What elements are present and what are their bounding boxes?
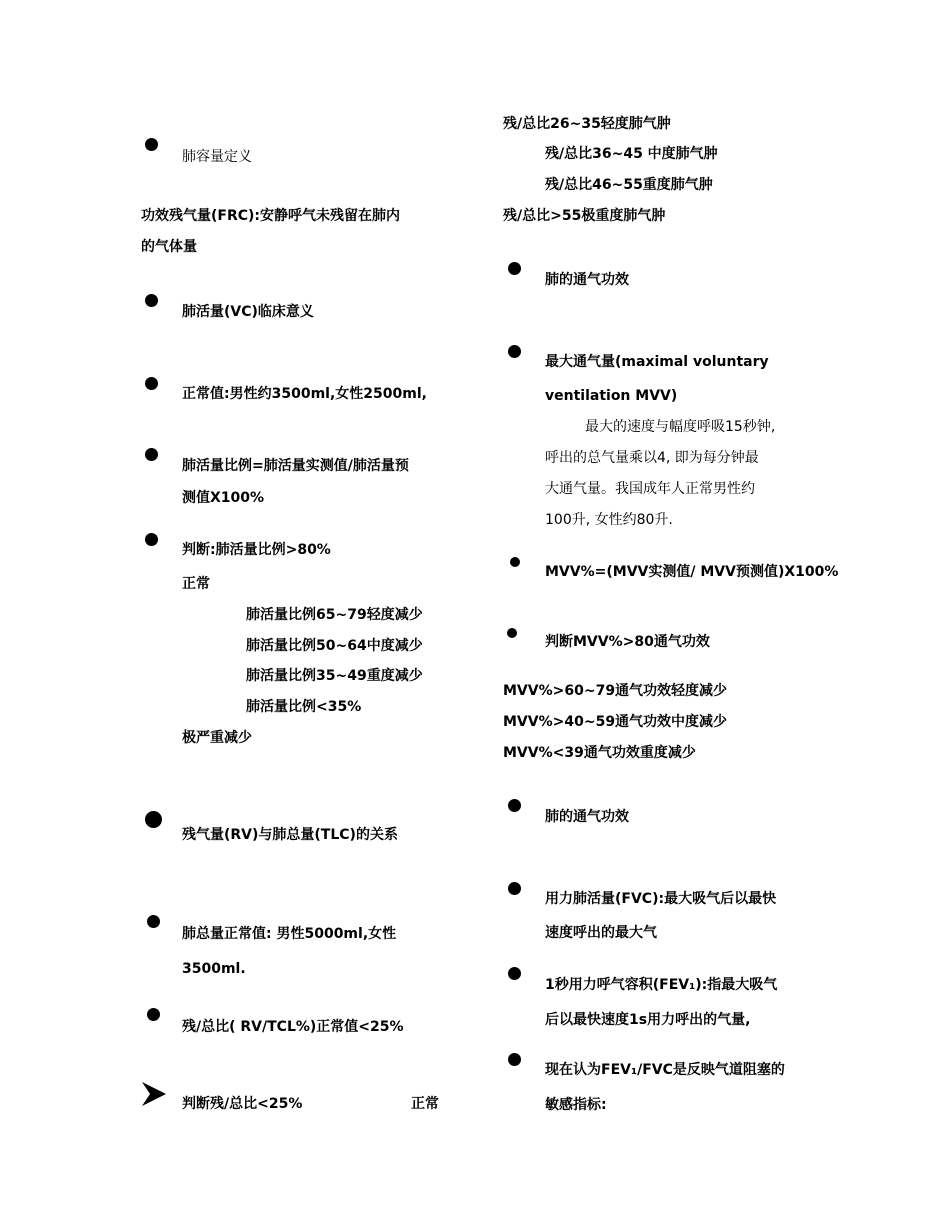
rv-36-45: 残/总比36~45 中度肺气肿 [545,146,718,162]
bullet-icon [510,557,520,567]
fev1-fvc-line2: 敏感指标: [545,1097,607,1113]
bullet-icon [147,915,160,928]
frc-definition-line1: 功效残气量(FRC):安静呼气未残留在肺内 [141,208,401,224]
ratio-65-79: 肺活量比例65~79轻度减少 [246,607,423,623]
fev1-fvc-line1: 现在认为FEV₁/FVC是反映气道阻塞的 [545,1062,785,1078]
mvv-title-line1: 最大通气量(maximal voluntary [545,354,769,370]
fvc-line2: 速度呼出的最大气 [545,925,657,941]
vc-ratio-line1: 肺活量比例=肺活量实测值/肺活量预 [182,458,409,474]
rv-46-55: 残/总比46~55重度肺气肿 [545,177,713,193]
bullet-icon [508,1053,521,1066]
bullet-icon [508,967,521,980]
mvv-formula: MVV%=(MVV实测值/ MVV预测值)X100% [545,564,839,580]
rv-tcl-normal: 残/总比( RV/TCL%)正常值<25% [182,1019,404,1035]
fev1-line2: 后以最快速度1s用力呼出的气量, [545,1012,751,1028]
mvv-desc-line1: 最大的速度与幅度呼吸15秒钟, [585,419,776,435]
mvv-40-59: MVV%>40~59通气功效中度减少 [503,714,728,730]
judge-rv-ratio: 判断残/总比<25% [182,1096,303,1112]
section-title-lung-volume: 肺容量定义 [182,149,252,165]
bullet-icon [508,262,521,275]
vc-meaning: 肺活量(VC)临床意义 [182,304,314,320]
mvv-judge: 判断MVV%>80通气功效 [545,634,710,650]
fev1-line1: 1秒用力呼气容积(FEV₁):指最大吸气 [545,977,778,993]
mvv-title-line2: ventilation MVV) [545,388,678,404]
frc-definition-line2: 的气体量 [141,239,197,255]
tlc-normal-line1: 肺总量正常值: 男性5000ml,女性 [182,926,397,942]
rv-26-35: 残/总比26~35轻度肺气肿 [503,116,671,132]
bullet-icon [145,533,158,546]
arrowhead-bullet-icon [141,1081,167,1107]
bullet-icon [145,138,158,151]
bullet-icon [507,628,517,638]
normal-values: 正常值:男性约3500ml,女性2500ml, [182,386,427,402]
tlc-normal-line2: 3500ml. [182,961,246,977]
fvc-line1: 用力肺活量(FVC):最大吸气后以最快 [545,891,777,907]
mvv-desc-line3: 大通气量。我国成年人正常男性约 [545,481,755,497]
bullet-icon [145,448,158,461]
judge-line: 判断:肺活量比例>80% [182,542,331,558]
bullet-icon [147,1008,160,1021]
bullet-icon [145,811,162,828]
ventilation-title-1: 肺的通气功效 [545,272,629,288]
vc-ratio-line2: 测值X100% [182,490,265,506]
ratio-lt35: 肺活量比例<35% [246,699,362,715]
rv-gt55: 残/总比>55极重度肺气肿 [503,208,666,224]
extreme-reduce: 极严重减少 [182,730,252,746]
bullet-icon [145,377,158,390]
rv-tlc-relation: 残气量(RV)与肺总量(TLC)的关系 [182,827,398,843]
mvv-desc-line4: 100升, 女性约80升. [545,512,673,528]
mvv-60-79: MVV%>60~79通气功效轻度减少 [503,683,728,699]
mvv-desc-line2: 呼出的总气量乘以4, 即为每分钟最 [545,450,759,466]
mvv-lt39: MVV%<39通气功效重度减少 [503,745,696,761]
bullet-icon [508,345,521,358]
ratio-50-64: 肺活量比例50~64中度减少 [246,638,423,654]
ventilation-title-2: 肺的通气功效 [545,809,629,825]
judge-normal: 正常 [182,576,210,592]
bullet-icon [508,799,521,812]
judge-rv-normal: 正常 [411,1096,439,1112]
bullet-icon [508,882,521,895]
ratio-35-49: 肺活量比例35~49重度减少 [246,668,423,684]
bullet-icon [145,294,158,307]
